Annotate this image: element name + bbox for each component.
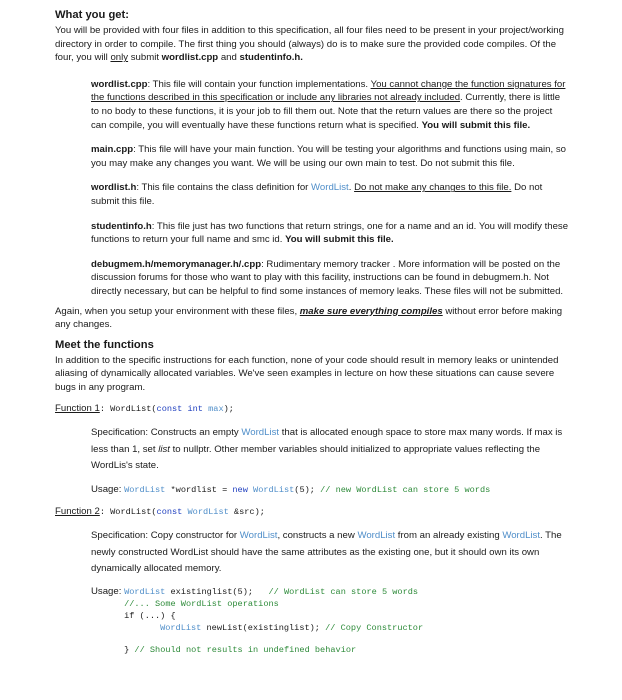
code-comment: // Copy Constructor	[325, 622, 424, 633]
code-text: newList(existinglist);	[201, 622, 326, 633]
function-2-usage	[91, 586, 570, 656]
spec-italic: list	[158, 443, 170, 455]
signature-prefix: : WordList(	[99, 507, 157, 518]
usage-label: Usage:	[91, 585, 125, 597]
again-text-1: Again, when you setup your environment with these files,	[55, 305, 300, 317]
again-paragraph	[55, 305, 570, 332]
meet-functions-heading: Meet the functions	[55, 338, 154, 351]
usage-code-block	[124, 586, 423, 656]
file-description: : This file just has two functions that return strings, one for a name and an id. You will modify these functions to return your full name and smc id.	[91, 220, 569, 246]
file-name: wordlist.h	[91, 182, 137, 194]
function-2-signature	[55, 505, 570, 520]
class-name: WordList	[241, 427, 280, 439]
again-emphasis: make sure everything compiles	[299, 305, 443, 317]
intro-text-1: You will be provided with four files in addition to this specification, all four files need to be present in your project/working directory in order to compile. The first thing you should (always) do is to make sure the provided code compiles. Of the four, you will	[55, 25, 564, 64]
code-line-2	[124, 598, 423, 610]
function-1-signature	[55, 402, 570, 417]
spec-text-end: to nullptr. Other member variables should initialized to appropriate values reflecting the WordLis's state.	[91, 443, 541, 472]
file-item-wordlist-cpp	[91, 78, 570, 132]
signature-class: WordList	[182, 507, 229, 518]
class-name-3: WordList	[502, 530, 541, 542]
function-2-spec	[91, 528, 570, 578]
code-class: WordList	[160, 622, 202, 633]
file-warning: Do not make any changes to this file.	[354, 182, 512, 194]
spec-text-4: . The newly constructed WordList should have the same attributes as the existing one, but it should own its own dynamically allocated memory.	[91, 530, 562, 575]
function-label: Function 2	[55, 506, 100, 518]
intro-and: and	[218, 52, 240, 64]
file-item-main-cpp	[91, 143, 570, 170]
file-submit-note: You will submit this file.	[421, 119, 531, 131]
code-comment: //... Some WordList operations	[124, 598, 279, 609]
signature-suffix: );	[254, 507, 265, 518]
intro-only: only	[110, 52, 129, 64]
file-description-end: Do not submit this file.	[91, 182, 543, 207]
signature-prefix: : WordList(	[99, 404, 157, 415]
file-warning: You cannot change the function signatures for the functions described in this specification or include any libraries not already included	[91, 78, 566, 104]
file-item-studentinfo-h	[91, 220, 570, 247]
code-line-4	[124, 622, 423, 634]
file-name: main.cpp	[91, 144, 134, 156]
intro-file-studentinfo: studentinfo.h.	[239, 52, 303, 64]
file-description: : This file will contain your function implementations.	[147, 78, 371, 90]
function-1-spec	[91, 425, 570, 475]
file-description: : Rudimentary memory tracker . More information will be posted on the discussion forums for those who want to play with this facility, instructions can be found in debugmem.h. Not directly necessary, but can be helpful to find some instances of memory leaks. These files will not be submitted.	[91, 258, 564, 297]
class-name: WordList	[239, 530, 278, 542]
usage-class-2: WordList	[247, 484, 295, 495]
signature-keyword: const	[156, 507, 183, 518]
meet-functions-intro: In addition to the specific instructions for each function, none of your code should result in memory leaks or unintended aliasing of dynamically allocated variables. We've seen examples in lecture on how these situations can cause severe bugs in any program.	[55, 354, 559, 393]
code-comment: // WordList can store 5 words	[268, 586, 419, 597]
usage-args: (5);	[294, 484, 321, 495]
code-text: existinglist(5);	[165, 586, 269, 597]
intro-file-wordlist: wordlist.cpp	[161, 52, 219, 64]
class-name: WordList	[311, 182, 349, 194]
file-description-cont: . Currently, there is little to no body to these functions, it is your job to fill them out. Note that the return values are there so the project can compile, you will eventually have these functions return what is specified.	[91, 92, 561, 131]
file-submit-note: You will submit this file.	[285, 234, 394, 246]
spec-text-3: from an already existing	[395, 530, 503, 542]
file-item-debugmem	[91, 258, 570, 299]
function-1-usage	[91, 483, 570, 498]
file-name: debugmem.h/memorymanager.h/.cpp	[91, 258, 262, 270]
usage-class: WordList	[124, 484, 166, 495]
file-description: : This file contains the class definition for	[136, 182, 312, 194]
file-list	[91, 78, 570, 299]
spec-text-2: , constructs a new	[277, 530, 358, 542]
signature-param: &src	[228, 507, 255, 518]
code-line-5	[124, 644, 423, 656]
spec-text-cont: that is allocated enough space to store max many words. If max is less than 1, set	[91, 427, 563, 455]
code-line-3	[124, 610, 423, 622]
code-line-1	[124, 586, 423, 598]
code-comment: // Should not results in undefined behavior	[134, 644, 357, 655]
class-name-2: WordList	[357, 530, 396, 542]
usage-label: Usage:	[91, 483, 125, 495]
file-item-wordlist-h	[91, 181, 570, 208]
what-you-get-intro	[55, 24, 570, 65]
function-label: Function 1	[55, 403, 100, 415]
usage-keyword: new	[232, 484, 248, 495]
code-text: }	[124, 644, 135, 655]
what-you-get-heading: What you get:	[55, 9, 129, 21]
document-page	[55, 8, 570, 656]
signature-keyword: const int	[156, 404, 203, 415]
file-description-cont: .	[348, 182, 355, 194]
file-name: studentinfo.h	[91, 220, 152, 232]
signature-param: max	[202, 404, 224, 415]
file-name: wordlist.cpp	[91, 78, 148, 90]
spec-text: Specification: Constructs an empty	[91, 427, 242, 439]
code-class: WordList	[124, 586, 166, 597]
usage-comment: // new WordList can store 5 words	[320, 484, 491, 495]
again-text-2: without error before making any changes.	[55, 305, 563, 331]
intro-text-2: submit	[128, 52, 162, 64]
spec-text: Specification: Copy constructor for	[91, 530, 240, 542]
file-description: : This file will have your main function. You will be testing your algorithms and functions using main, so you may make any changes you want. We will be using our own main to test. Do not submit this file.	[91, 144, 566, 169]
usage-code: *wordlist =	[165, 484, 233, 495]
signature-suffix: );	[223, 404, 234, 415]
code-text: if (...) {	[124, 610, 176, 621]
